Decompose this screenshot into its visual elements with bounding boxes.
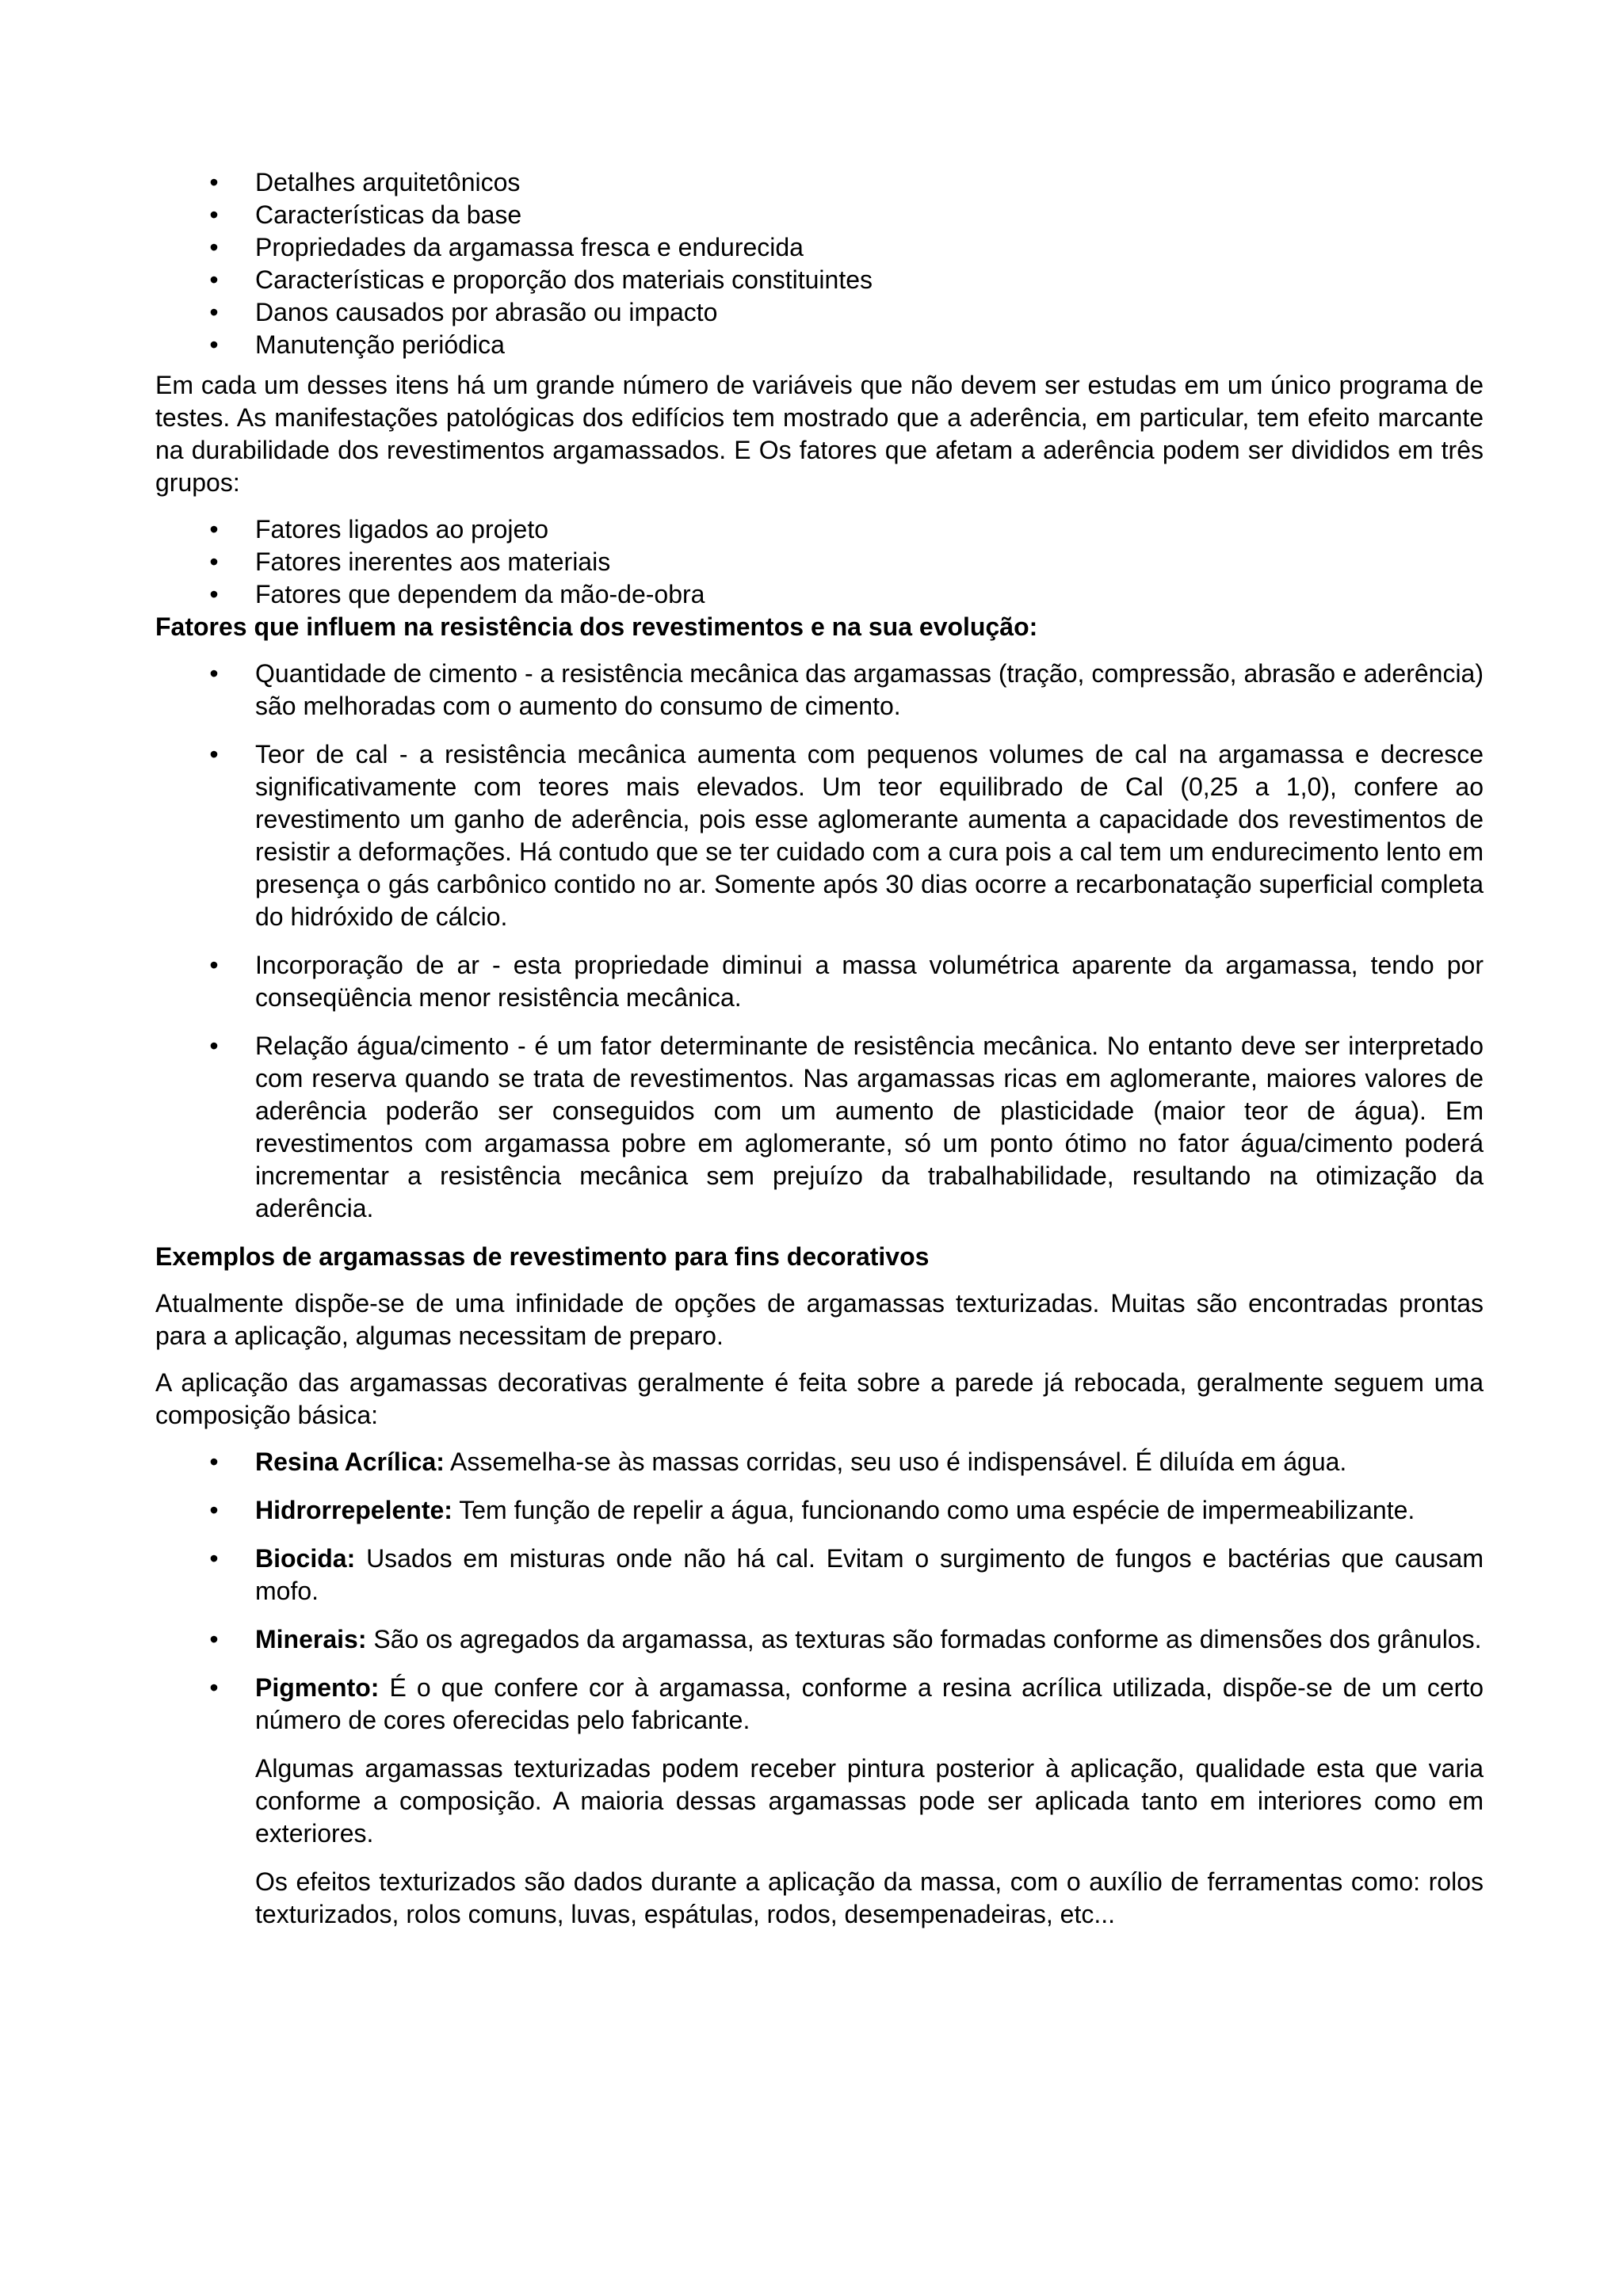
list-item-text: Incorporação de ar - esta propriedade diminui a massa volumétrica aparente da argamassa, tendo por conseqüência menor resistência mecânica.	[255, 951, 1484, 1012]
list-item-text: Detalhes arquitetônicos	[255, 168, 521, 196]
composition-list	[155, 1446, 1484, 1737]
bullet-icon: •	[209, 330, 219, 359]
list-item-term: Pigmento:	[255, 1673, 380, 1702]
list-item	[155, 738, 1484, 933]
bullet-icon: •	[209, 1447, 219, 1476]
factors-list	[155, 166, 1484, 361]
section-heading-resistance: Fatores que influem na resistência dos revestimentos e na sua evolução:	[155, 612, 1038, 641]
list-item	[155, 1030, 1484, 1225]
bullet-icon: •	[209, 547, 219, 576]
bullet-icon: •	[209, 580, 219, 608]
list-item	[155, 1672, 1484, 1737]
list-item	[155, 1494, 1484, 1527]
bullet-icon: •	[209, 951, 219, 979]
list-item	[155, 1543, 1484, 1608]
groups-list	[155, 513, 1484, 611]
list-item	[155, 199, 1484, 231]
painting-paragraph: Algumas argamassas texturizadas podem receber pintura posterior à aplicação, qualidade esta que varia conforme a composição. A maioria dessas argamassas pode ser aplicada tanto em interiores como em exteriores.	[255, 1754, 1484, 1848]
application-paragraph: A aplicação das argamassas decorativas geralmente é feita sobre a parede já rebocada, geralmente seguem uma composição básica:	[155, 1368, 1484, 1429]
list-item-term: Biocida:	[255, 1544, 356, 1573]
tools-paragraph: Os efeitos texturizados são dados durante a aplicação da massa, com o auxílio de ferramentas como: rolos texturizados, rolos comuns, luvas, espátulas, rodos, desempenadeiras, etc...	[255, 1867, 1484, 1928]
list-item-text: Fatores que dependem da mão-de-obra	[255, 580, 705, 608]
bullet-icon: •	[209, 298, 219, 326]
list-item-text: Manutenção periódica	[255, 330, 505, 359]
list-item	[155, 166, 1484, 199]
list-item	[155, 949, 1484, 1014]
bullet-icon: •	[209, 740, 219, 769]
bullet-icon: •	[209, 233, 219, 261]
bullet-icon: •	[209, 1673, 219, 1702]
list-item	[155, 1623, 1484, 1656]
list-item-text: Características da base	[255, 200, 522, 229]
texturized-paragraph: Atualmente dispõe-se de uma infinidade de opções de argamassas texturizadas. Muitas são encontradas prontas para a aplicação, algumas necessitam de preparo.	[155, 1289, 1484, 1350]
list-item-text: Assemelha-se às massas corridas, seu uso é indispensável. É diluída em água.	[444, 1447, 1347, 1476]
list-item-text: Teor de cal - a resistência mecânica aumenta com pequenos volumes de cal na argamassa e decresce significativamente com teores mais elevados. Um teor equilibrado de Cal (0,25 a 1,0), confere ao revestimento um ganho de aderência, pois esse aglomerante aumenta a capacidade dos revestimentos de resistir a deformações. Há contudo que se ter cuidado com a cura pois a cal tem um endurecimento lento em presença o gás carbônico contido no ar. Somente após 30 dias ocorre a recarbonatação superficial completa do hidróxido de cálcio.	[255, 740, 1484, 931]
list-item	[155, 546, 1484, 578]
bullet-icon: •	[209, 1625, 219, 1653]
bullet-icon: •	[209, 1032, 219, 1060]
list-item	[155, 231, 1484, 264]
list-item-term: Minerais:	[255, 1625, 367, 1653]
list-item-text: Características e proporção dos materiais constituintes	[255, 265, 873, 294]
list-item	[155, 1446, 1484, 1478]
list-item-text: São os agregados da argamassa, as texturas são formadas conforme as dimensões dos grânulos.	[366, 1625, 1482, 1653]
bullet-icon: •	[209, 1544, 219, 1573]
list-item-text: Fatores ligados ao projeto	[255, 515, 548, 543]
section-heading-decorative: Exemplos de argamassas de revestimento para fins decorativos	[155, 1242, 930, 1271]
resistance-factors-list	[155, 658, 1484, 1225]
list-item	[155, 658, 1484, 723]
list-item-term: Hidrorrepelente:	[255, 1496, 453, 1524]
adherence-paragraph: Em cada um desses itens há um grande número de variáveis que não devem ser estudas em um único programa de testes. As manifestações patológicas dos edifícios tem mostrado que a aderência, em particular, tem efeito marcante na durabilidade dos revestimentos argamassados. E Os fatores que afetam a aderência podem ser divididos em três grupos:	[155, 371, 1484, 497]
document-page	[155, 166, 1484, 1947]
list-item-term: Resina Acrílica:	[255, 1447, 445, 1476]
list-item	[155, 329, 1484, 361]
list-item	[155, 513, 1484, 546]
list-item-text: Fatores inerentes aos materiais	[255, 547, 611, 576]
list-item-text: Quantidade de cimento - a resistência mecânica das argamassas (tração, compressão, abrasão e aderência) são melhoradas com o aumento do consumo de cimento.	[255, 659, 1484, 720]
list-item-text: Propriedades da argamassa fresca e endurecida	[255, 233, 804, 261]
list-item	[155, 296, 1484, 329]
list-item-text: Relação água/cimento - é um fator determinante de resistência mecânica. No entanto deve ser interpretado com reserva quando se trata de revestimentos. Nas argamassas ricas em aglomerante, maiores valores de aderência poderão ser conseguidos com um aumento de plasticidade (maior teor de água). Em revestimentos com argamassa pobre em aglomerante, só um ponto ótimo no fator água/cimento poderá incrementar a resistência mecânica sem prejuízo da trabalhabilidade, resultando na otimização da aderência.	[255, 1032, 1484, 1222]
list-item-text: Danos causados por abrasão ou impacto	[255, 298, 718, 326]
list-item-text: Usados em misturas onde não há cal. Evitam o surgimento de fungos e bactérias que causam mofo.	[255, 1544, 1484, 1605]
bullet-icon: •	[209, 265, 219, 294]
list-item	[155, 264, 1484, 296]
list-item-text: É o que confere cor à argamassa, conforme a resina acrílica utilizada, dispõe-se de um certo número de cores oferecidas pelo fabricante.	[255, 1673, 1484, 1734]
list-item	[155, 578, 1484, 611]
list-item-text: Tem função de repelir a água, funcionando como uma espécie de impermeabilizante.	[452, 1496, 1415, 1524]
bullet-icon: •	[209, 515, 219, 543]
bullet-icon: •	[209, 659, 219, 688]
bullet-icon: •	[209, 1496, 219, 1524]
bullet-icon: •	[209, 200, 219, 229]
bullet-icon: •	[209, 168, 219, 196]
